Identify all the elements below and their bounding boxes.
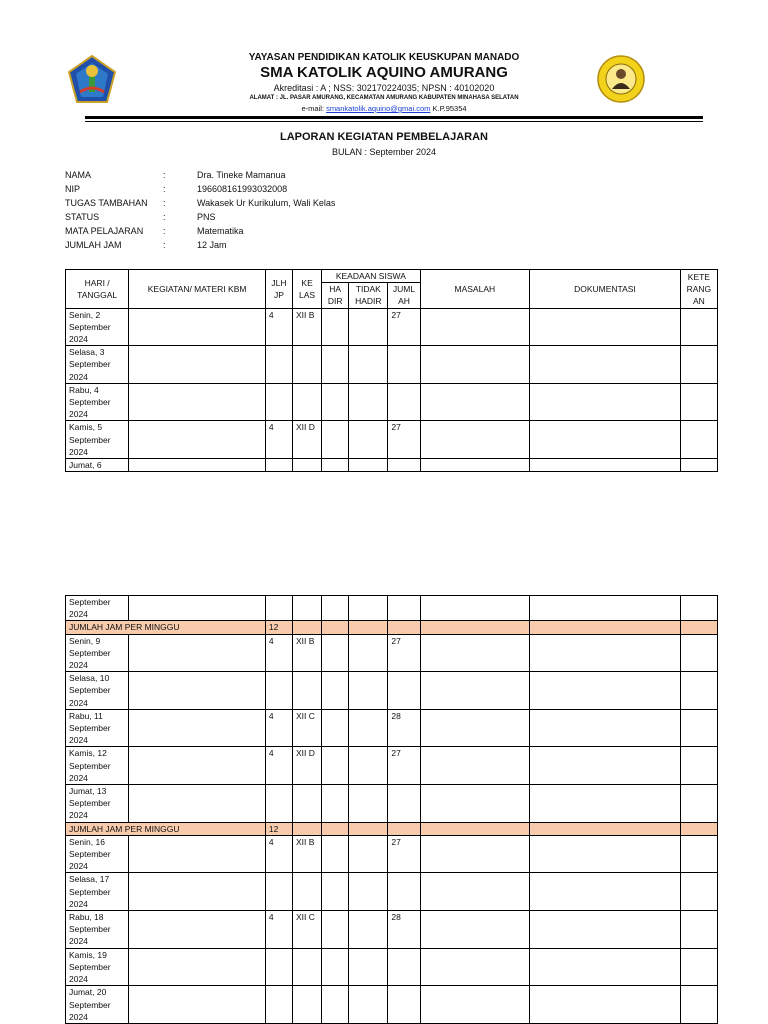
activity-cell xyxy=(129,747,266,785)
notes-cell xyxy=(680,308,717,346)
absent-cell xyxy=(349,873,388,911)
total-cell xyxy=(388,346,420,384)
total-cell: 27 xyxy=(388,747,420,785)
documentation-cell xyxy=(530,346,681,384)
weekly-total-row xyxy=(66,822,718,835)
total-cell xyxy=(388,873,420,911)
total-cell: 28 xyxy=(388,709,420,747)
school-name: SMA KATOLIK AQUINO AMURANG xyxy=(260,64,508,81)
info-label: JUMLAH JAM xyxy=(65,240,122,250)
col-attendance-header: KEADAAN SISWA xyxy=(322,270,420,283)
total-cell xyxy=(388,672,420,710)
present-cell xyxy=(322,747,349,785)
col-notes-header: KETE RANG AN xyxy=(680,270,717,309)
jp-cell xyxy=(265,346,292,384)
present-cell xyxy=(322,873,349,911)
class-cell xyxy=(293,672,322,710)
day-cell: Rabu, 18 September 2024 xyxy=(66,911,129,949)
documentation-cell xyxy=(530,835,681,873)
table-row xyxy=(66,421,718,459)
jp-cell: 4 xyxy=(265,835,292,873)
notes-cell xyxy=(680,835,717,873)
jp-cell: 4 xyxy=(265,747,292,785)
day-cell: Kamis, 12 September 2024 xyxy=(66,747,129,785)
activity-cell xyxy=(129,911,266,949)
present-cell xyxy=(322,785,349,823)
class-cell xyxy=(293,986,322,1024)
problem-cell xyxy=(420,911,530,949)
activity-table-page2 xyxy=(65,595,718,1024)
documentation-cell xyxy=(530,785,681,823)
activity-cell xyxy=(129,308,266,346)
info-colon: : xyxy=(163,240,166,250)
absent-cell xyxy=(349,459,388,472)
day-cell: September 2024 xyxy=(66,596,129,621)
activity-cell xyxy=(129,459,266,472)
problem-cell xyxy=(420,948,530,986)
table-row xyxy=(66,459,718,472)
table-row xyxy=(66,948,718,986)
class-cell: XII C xyxy=(293,709,322,747)
table-row xyxy=(66,634,718,672)
documentation-cell xyxy=(530,596,681,621)
present-cell xyxy=(322,383,349,421)
problem-cell xyxy=(420,596,530,621)
table-row xyxy=(66,346,718,384)
table-row xyxy=(66,383,718,421)
info-colon: : xyxy=(163,184,166,194)
day-cell: Kamis, 19 September 2024 xyxy=(66,948,129,986)
notes-cell xyxy=(680,747,717,785)
documentation-cell xyxy=(530,459,681,472)
documentation-cell xyxy=(530,421,681,459)
notes-cell xyxy=(680,709,717,747)
total-cell xyxy=(388,459,420,472)
activity-cell xyxy=(129,785,266,823)
absent-cell xyxy=(349,948,388,986)
present-cell xyxy=(322,986,349,1024)
col-documentation-header: DOKUMENTASI xyxy=(530,270,681,309)
header-rule-thin xyxy=(85,121,703,122)
total-cell xyxy=(388,383,420,421)
day-cell: Selasa, 17 September 2024 xyxy=(66,873,129,911)
present-cell xyxy=(322,911,349,949)
problem-cell xyxy=(420,383,530,421)
day-cell: Senin, 16 September 2024 xyxy=(66,835,129,873)
class-cell xyxy=(293,459,322,472)
weekly-total-row xyxy=(66,621,718,634)
info-colon: : xyxy=(163,198,166,208)
present-cell xyxy=(322,835,349,873)
table-row xyxy=(66,835,718,873)
activity-cell xyxy=(129,634,266,672)
day-cell: Jumat, 20 September 2024 xyxy=(66,986,129,1024)
notes-cell xyxy=(680,873,717,911)
jp-cell xyxy=(265,785,292,823)
absent-cell xyxy=(349,747,388,785)
documentation-cell xyxy=(530,911,681,949)
col-present-header: HA DIR xyxy=(322,283,349,308)
table-row xyxy=(66,747,718,785)
problem-cell xyxy=(420,873,530,911)
day-cell: Kamis, 5 September 2024 xyxy=(66,421,129,459)
jp-cell xyxy=(265,672,292,710)
info-value: Dra. Tineke Mamanua xyxy=(197,170,286,180)
notes-cell xyxy=(680,596,717,621)
day-cell: Rabu, 11 September 2024 xyxy=(66,709,129,747)
total-cell: 27 xyxy=(388,421,420,459)
absent-cell xyxy=(349,596,388,621)
email-label: e-mail: xyxy=(301,104,324,113)
col-problem-header: MASALAH xyxy=(420,270,530,309)
email-link[interactable]: smankatolik.aquino@gmai.com xyxy=(326,104,431,113)
class-cell xyxy=(293,873,322,911)
info-label: NAMA xyxy=(65,170,92,180)
info-label: TUGAS TAMBAHAN xyxy=(65,198,148,208)
present-cell xyxy=(322,421,349,459)
table-row xyxy=(66,596,718,621)
present-cell xyxy=(322,596,349,621)
postal-code: K.P.95354 xyxy=(432,104,467,113)
col-total-header: JUML AH xyxy=(388,283,420,308)
class-cell xyxy=(293,948,322,986)
activity-cell xyxy=(129,383,266,421)
absent-cell xyxy=(349,911,388,949)
info-label: MATA PELAJARAN xyxy=(65,226,144,236)
info-label: NIP xyxy=(65,184,81,194)
table-row xyxy=(66,709,718,747)
activity-cell xyxy=(129,873,266,911)
notes-cell xyxy=(680,634,717,672)
notes-cell xyxy=(680,346,717,384)
documentation-cell xyxy=(530,383,681,421)
activity-cell xyxy=(129,672,266,710)
problem-cell xyxy=(420,709,530,747)
col-class-header: KE LAS xyxy=(293,270,322,309)
total-cell: 27 xyxy=(388,634,420,672)
class-cell xyxy=(293,383,322,421)
jp-cell xyxy=(265,948,292,986)
info-colon: : xyxy=(163,226,166,236)
activity-cell xyxy=(129,346,266,384)
present-cell xyxy=(322,346,349,384)
absent-cell xyxy=(349,346,388,384)
table-row xyxy=(66,873,718,911)
problem-cell xyxy=(420,421,530,459)
weekly-total-label: JUMLAH JAM PER MINGGU xyxy=(66,621,266,634)
total-cell: 27 xyxy=(388,308,420,346)
class-cell: XII B xyxy=(293,308,322,346)
class-cell: XII D xyxy=(293,747,322,785)
table-row xyxy=(66,672,718,710)
absent-cell xyxy=(349,421,388,459)
email-line xyxy=(0,104,768,113)
documentation-cell xyxy=(530,634,681,672)
jp-cell: 4 xyxy=(265,634,292,672)
activity-cell xyxy=(129,596,266,621)
notes-cell xyxy=(680,948,717,986)
jp-cell xyxy=(265,873,292,911)
total-cell xyxy=(388,948,420,986)
col-day-header: HARI / TANGGAL xyxy=(66,270,129,309)
notes-cell xyxy=(680,986,717,1024)
documentation-cell xyxy=(530,873,681,911)
info-value: 196608161993032008 xyxy=(197,184,288,194)
foundation-name: YAYASAN PENDIDIKAN KATOLIK KEUSKUPAN MANADO xyxy=(248,52,520,63)
present-cell xyxy=(322,948,349,986)
activity-table-page1 xyxy=(65,269,718,472)
problem-cell xyxy=(420,835,530,873)
problem-cell xyxy=(420,308,530,346)
absent-cell xyxy=(349,308,388,346)
problem-cell xyxy=(420,785,530,823)
absent-cell xyxy=(349,835,388,873)
notes-cell xyxy=(680,785,717,823)
info-value: Wakasek Ur Kurikulum, Wali Kelas xyxy=(197,198,336,208)
col-activity-header: KEGIATAN/ MATERI KBM xyxy=(129,270,266,309)
absent-cell xyxy=(349,383,388,421)
documentation-cell xyxy=(530,308,681,346)
header-rule-thick xyxy=(85,116,703,119)
total-cell xyxy=(388,596,420,621)
info-value: PNS xyxy=(197,212,216,222)
weekly-total-value: 12 xyxy=(265,621,292,634)
info-label: STATUS xyxy=(65,212,100,222)
absent-cell xyxy=(349,634,388,672)
jp-cell: 4 xyxy=(265,709,292,747)
class-cell xyxy=(293,596,322,621)
table-row xyxy=(66,785,718,823)
total-cell xyxy=(388,785,420,823)
present-cell xyxy=(322,709,349,747)
jp-cell xyxy=(265,383,292,421)
problem-cell xyxy=(420,747,530,785)
table-row xyxy=(66,308,718,346)
documentation-cell xyxy=(530,986,681,1024)
activity-cell xyxy=(129,421,266,459)
activity-cell xyxy=(129,709,266,747)
notes-cell xyxy=(680,672,717,710)
notes-cell xyxy=(680,383,717,421)
day-cell: Selasa, 3 September 2024 xyxy=(66,346,129,384)
class-cell xyxy=(293,785,322,823)
col-absent-header: TIDAK HADIR xyxy=(349,283,388,308)
jp-cell xyxy=(265,596,292,621)
total-cell: 28 xyxy=(388,911,420,949)
present-cell xyxy=(322,672,349,710)
day-cell: Jumat, 6 xyxy=(66,459,129,472)
jp-cell: 4 xyxy=(265,308,292,346)
day-cell: Senin, 9 September 2024 xyxy=(66,634,129,672)
report-title: LAPORAN KEGIATAN PEMBELAJARAN xyxy=(280,131,488,143)
problem-cell xyxy=(420,986,530,1024)
day-cell: Jumat, 13 September 2024 xyxy=(66,785,129,823)
info-value: 12 Jam xyxy=(197,240,227,250)
jp-cell: 4 xyxy=(265,421,292,459)
day-cell: Selasa, 10 September 2024 xyxy=(66,672,129,710)
absent-cell xyxy=(349,709,388,747)
class-cell: XII B xyxy=(293,835,322,873)
notes-cell xyxy=(680,459,717,472)
absent-cell xyxy=(349,785,388,823)
day-cell: Senin, 2 September 2024 xyxy=(66,308,129,346)
info-colon: : xyxy=(163,170,166,180)
problem-cell xyxy=(420,346,530,384)
weekly-total-label: JUMLAH JAM PER MINGGU xyxy=(66,822,266,835)
problem-cell xyxy=(420,634,530,672)
documentation-cell xyxy=(530,747,681,785)
info-colon: : xyxy=(163,212,166,222)
problem-cell xyxy=(420,672,530,710)
class-cell: XII D xyxy=(293,421,322,459)
accreditation-line: Akreditasi : A ; NSS: 302170224035; NPSN : 40102020 xyxy=(273,83,495,93)
class-cell xyxy=(293,346,322,384)
class-cell: XII C xyxy=(293,911,322,949)
info-value: Matematika xyxy=(197,226,244,236)
activity-cell xyxy=(129,948,266,986)
jp-cell: 4 xyxy=(265,911,292,949)
total-cell: 27 xyxy=(388,835,420,873)
documentation-cell xyxy=(530,672,681,710)
notes-cell xyxy=(680,421,717,459)
documentation-cell xyxy=(530,709,681,747)
jp-cell xyxy=(265,459,292,472)
absent-cell xyxy=(349,672,388,710)
activity-cell xyxy=(129,986,266,1024)
present-cell xyxy=(322,308,349,346)
problem-cell xyxy=(420,459,530,472)
report-month: BULAN : September 2024 xyxy=(331,147,437,157)
day-cell: Rabu, 4 September 2024 xyxy=(66,383,129,421)
table-row xyxy=(66,986,718,1024)
table-row xyxy=(66,911,718,949)
absent-cell xyxy=(349,986,388,1024)
address-line: ALAMAT : JL. PASAR AMURANG, KECAMATAN AMURANG KABUPATEN MINAHASA SELATAN xyxy=(249,95,519,101)
notes-cell xyxy=(680,911,717,949)
header-row xyxy=(66,270,718,283)
documentation-cell xyxy=(530,948,681,986)
activity-cell xyxy=(129,835,266,873)
present-cell xyxy=(322,459,349,472)
present-cell xyxy=(322,634,349,672)
weekly-total-value: 12 xyxy=(265,822,292,835)
col-hours-header: JLH JP xyxy=(265,270,292,309)
jp-cell xyxy=(265,986,292,1024)
total-cell xyxy=(388,986,420,1024)
class-cell: XII B xyxy=(293,634,322,672)
